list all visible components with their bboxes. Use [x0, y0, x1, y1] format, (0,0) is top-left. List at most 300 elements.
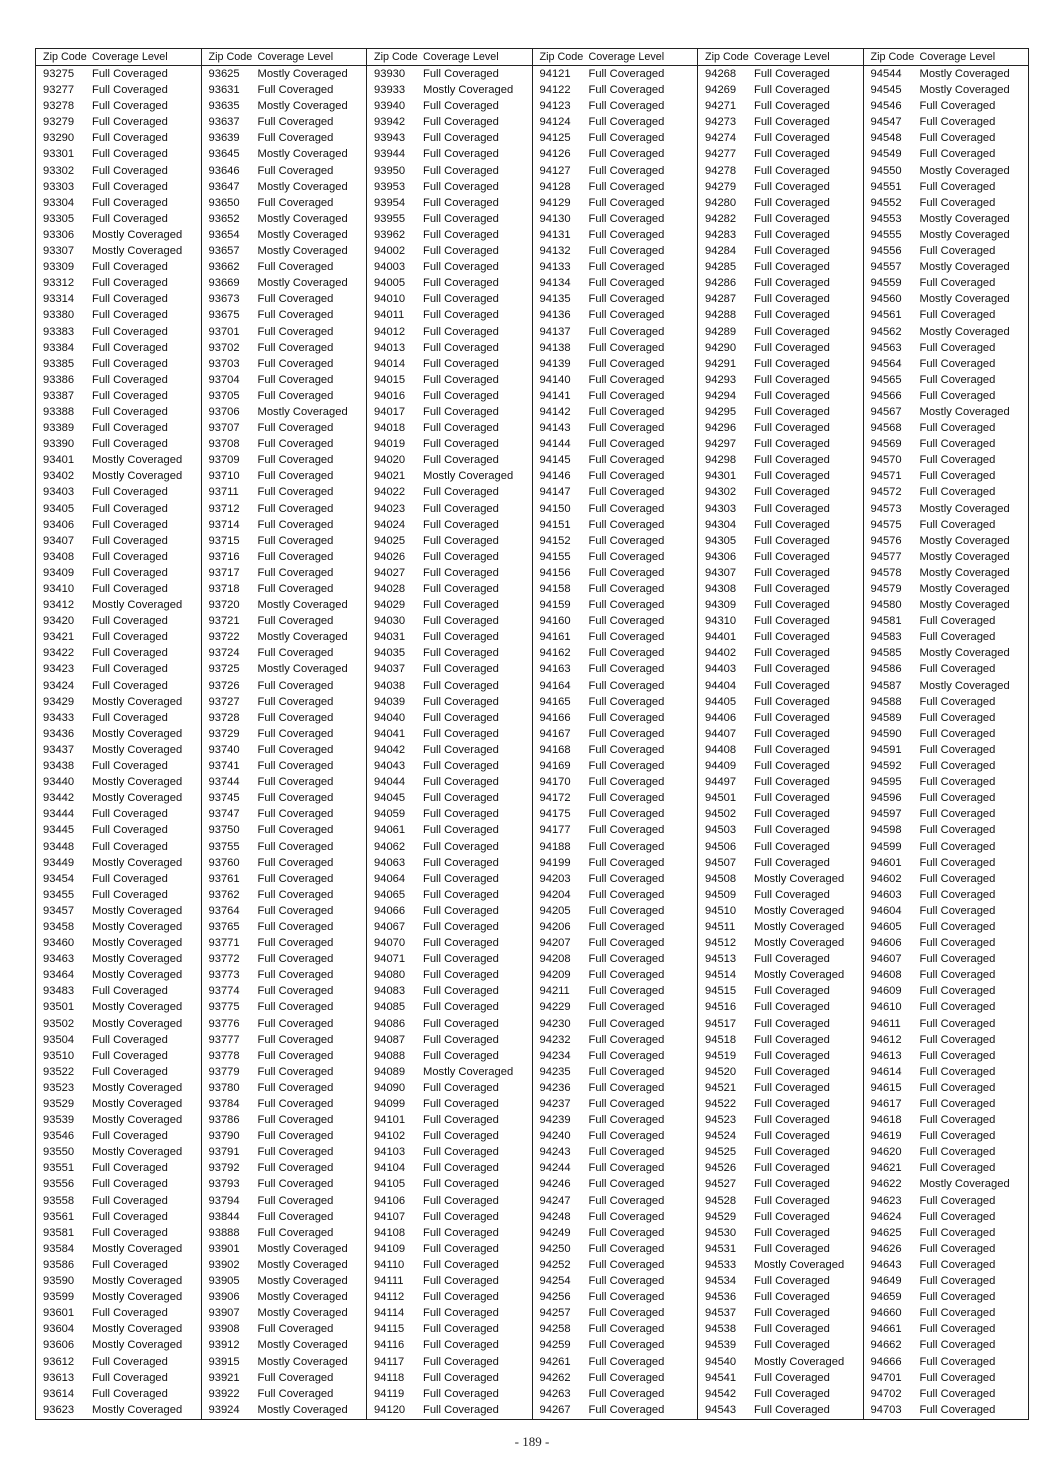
zip-code-cell: 94088: [374, 1049, 406, 1062]
zip-code-cell: 94310: [705, 615, 737, 628]
table-row: [367, 517, 532, 533]
zip-code-cell: 94118: [374, 1371, 405, 1384]
table-row: [698, 1048, 863, 1064]
table-row: [202, 661, 367, 677]
coverage-level-cell: Full Coveraged: [754, 615, 830, 628]
zip-code-cell: 94602: [870, 872, 902, 885]
zip-code-cell: 94285: [705, 261, 737, 274]
table-row: [202, 404, 367, 420]
coverage-level-cell: Full Coveraged: [754, 1001, 830, 1014]
table-row: [202, 1064, 367, 1080]
zip-code-cell: 93385: [43, 357, 75, 370]
table-row: [698, 1096, 863, 1112]
coverage-level-cell: Full Coveraged: [423, 1323, 499, 1336]
table-row: [533, 1160, 698, 1176]
coverage-level-cell: Full Coveraged: [588, 502, 665, 515]
table-row: [533, 839, 698, 855]
zip-code-cell: 94002: [374, 245, 406, 258]
zip-code-cell: 94104: [374, 1162, 406, 1175]
table-row: [202, 1209, 367, 1225]
zip-code-cell: 94018: [374, 422, 406, 435]
table-row: [367, 82, 532, 98]
zip-code-cell: 94522: [705, 1098, 737, 1110]
coverage-level-cell: Full Coveraged: [257, 196, 334, 209]
coverage-level-cell: Full Coveraged: [423, 422, 499, 435]
coverage-level-cell: Full Coveraged: [754, 261, 830, 274]
coverage-level-cell: Full Coveraged: [919, 1049, 996, 1062]
coverage-level-cell: Full Coveraged: [919, 1307, 996, 1320]
zip-code-cell: 94406: [705, 711, 737, 724]
table-row: [533, 82, 698, 98]
table-row: [533, 114, 698, 130]
table-row: [698, 967, 863, 983]
coverage-level-cell: Full Coveraged: [754, 1307, 830, 1320]
coverage-level-cell: Full Coveraged: [754, 566, 830, 579]
table-row: [367, 790, 532, 806]
zip-code-cell: 94599: [870, 840, 902, 853]
zip-code-cell: 93704: [208, 373, 240, 386]
zip-code-cell: 94542: [705, 1387, 737, 1400]
zip-code-cell: 94016: [374, 389, 406, 402]
zip-code-cell: 94497: [705, 776, 737, 789]
coverage-level-cell: Full Coveraged: [423, 1130, 499, 1143]
zip-code-cell: 94211: [539, 985, 570, 998]
zip-code-cell: 93901: [208, 1242, 240, 1255]
zip-code-cell: 93709: [208, 454, 240, 467]
coverage-level-cell: Full Coveraged: [919, 180, 996, 193]
zip-code-cell: 94303: [705, 502, 737, 515]
coverage-level-cell: Full Coveraged: [92, 389, 168, 402]
table-row: [202, 613, 367, 629]
table-row: [367, 581, 532, 597]
zip-code-cell: 93646: [208, 164, 240, 177]
coverage-level-cell: Mostly Coveraged: [919, 502, 1010, 515]
coverage-level-cell: Full Coveraged: [919, 711, 996, 724]
coverage-level-cell: Full Coveraged: [257, 647, 334, 660]
table-row: [698, 114, 863, 130]
table-row: [202, 307, 367, 323]
zip-code-cell: 93924: [208, 1403, 240, 1416]
coverage-level-cell: Full Coveraged: [92, 647, 168, 660]
zip-code-cell: 94618: [870, 1114, 902, 1127]
coverage-level-header: Coverage Level: [919, 51, 996, 63]
coverage-level-cell: Full Coveraged: [257, 261, 334, 274]
coverage-level-cell: Mostly Coveraged: [919, 261, 1010, 274]
table-row: [202, 420, 367, 436]
zip-code-cell: 93902: [208, 1258, 240, 1271]
coverage-level-cell: Mostly Coveraged: [754, 904, 845, 917]
table-row: [367, 1144, 532, 1160]
coverage-level-cell: Full Coveraged: [257, 1130, 334, 1143]
zip-code-cell: 93464: [43, 969, 75, 982]
zip-code-header: Zip Code: [43, 51, 87, 63]
table-row: [367, 163, 532, 179]
zip-code-cell: 94083: [374, 985, 406, 998]
zip-code-cell: 93551: [43, 1162, 75, 1175]
table-row: [698, 98, 863, 114]
coverage-level-cell: Full Coveraged: [754, 470, 830, 483]
table-row: [698, 1128, 863, 1144]
coverage-level-cell: Full Coveraged: [257, 776, 334, 789]
table-row: [36, 324, 201, 340]
coverage-level-cell: Full Coveraged: [919, 856, 996, 869]
zip-code-cell: 94125: [539, 132, 571, 145]
table-column-group: [698, 49, 864, 1419]
table-row: [864, 291, 1029, 307]
table-row: [36, 581, 201, 597]
table-row: [367, 1048, 532, 1064]
table-row: [698, 999, 863, 1015]
table-row: [533, 179, 698, 195]
zip-code-cell: 94298: [705, 454, 737, 467]
coverage-level-cell: Full Coveraged: [257, 1178, 334, 1191]
coverage-level-cell: Full Coveraged: [919, 1226, 996, 1239]
coverage-level-cell: Full Coveraged: [92, 196, 168, 209]
zip-code-cell: 94039: [374, 695, 406, 708]
coverage-level-cell: Full Coveraged: [919, 309, 996, 322]
table-column-group: [864, 49, 1029, 1419]
coverage-level-cell: Full Coveraged: [257, 470, 334, 483]
zip-code-cell: 93303: [43, 180, 75, 193]
table-row: [36, 1386, 201, 1402]
zip-code-cell: 94135: [539, 293, 571, 306]
zip-code-cell: 94267: [539, 1403, 571, 1416]
table-row: [864, 533, 1029, 549]
zip-code-cell: 94136: [539, 309, 571, 322]
table-row: [698, 629, 863, 645]
coverage-level-cell: Full Coveraged: [754, 1339, 830, 1352]
zip-code-cell: 94120: [374, 1403, 406, 1416]
zip-code-cell: 94038: [374, 679, 406, 692]
zip-code-cell: 93455: [43, 888, 75, 901]
coverage-level-cell: Full Coveraged: [423, 116, 499, 129]
table-row: [202, 1080, 367, 1096]
coverage-level-cell: Full Coveraged: [257, 566, 334, 579]
coverage-level-cell: Mostly Coveraged: [257, 148, 348, 161]
table-row: [367, 259, 532, 275]
table-row: [367, 1032, 532, 1048]
zip-code-cell: 94175: [539, 808, 571, 821]
coverage-level-cell: Full Coveraged: [754, 1065, 830, 1078]
zip-code-cell: 94562: [870, 325, 902, 338]
coverage-level-cell: Full Coveraged: [754, 1275, 830, 1288]
zip-code-cell: 94649: [870, 1275, 902, 1288]
coverage-level-cell: Mostly Coveraged: [92, 599, 183, 612]
table-row: [36, 887, 201, 903]
table-row: [533, 742, 698, 758]
table-row: [533, 1225, 698, 1241]
zip-code-cell: 94578: [870, 566, 902, 579]
zip-code-cell: 93307: [43, 245, 75, 258]
coverage-level-cell: Full Coveraged: [754, 1242, 830, 1255]
table-row: [36, 694, 201, 710]
zip-code-cell: 94138: [539, 341, 571, 354]
table-row: [36, 1209, 201, 1225]
coverage-level-cell: Mostly Coveraged: [257, 228, 348, 241]
zip-code-cell: 93906: [208, 1291, 240, 1304]
zip-code-cell: 93522: [43, 1065, 75, 1078]
table-row: [698, 822, 863, 838]
coverage-level-cell: Full Coveraged: [588, 196, 665, 209]
table-row: [864, 66, 1029, 82]
coverage-level-cell: Full Coveraged: [919, 727, 996, 740]
table-row: [698, 726, 863, 742]
table-row: [202, 822, 367, 838]
coverage-level-cell: Full Coveraged: [588, 1307, 665, 1320]
table-row: [36, 999, 201, 1015]
table-row: [36, 1321, 201, 1337]
table-row: [36, 774, 201, 790]
zip-code-cell: 93712: [208, 502, 240, 515]
zip-code-cell: 94521: [705, 1081, 737, 1094]
table-row: [367, 227, 532, 243]
coverage-level-cell: Full Coveraged: [919, 116, 996, 129]
table-row: [698, 565, 863, 581]
zip-code-cell: 94063: [374, 856, 406, 869]
zip-code-cell: 94256: [539, 1291, 571, 1304]
coverage-level-cell: Mostly Coveraged: [919, 1178, 1010, 1191]
zip-code-cell: 93290: [43, 132, 75, 145]
zip-code-cell: 94514: [705, 969, 737, 982]
table-row: [36, 983, 201, 999]
coverage-level-cell: Full Coveraged: [919, 1001, 996, 1014]
table-row: [36, 967, 201, 983]
zip-code-cell: 93722: [208, 631, 240, 644]
coverage-level-cell: Full Coveraged: [257, 1387, 334, 1400]
table-row: [864, 726, 1029, 742]
table-row: [533, 1386, 698, 1402]
table-row: [36, 855, 201, 871]
zip-code-cell: 94407: [705, 727, 737, 740]
zip-code-cell: 94170: [539, 776, 571, 789]
coverage-level-cell: Mostly Coveraged: [92, 776, 183, 789]
zip-code-cell: 94246: [539, 1178, 571, 1191]
coverage-level-cell: Full Coveraged: [588, 727, 665, 740]
table-row: [698, 533, 863, 549]
table-column-group: [533, 49, 699, 1419]
zip-code-cell: 93720: [208, 599, 240, 612]
zip-code-cell: 94409: [705, 760, 737, 773]
table-row: [533, 678, 698, 694]
coverage-level-cell: Full Coveraged: [423, 888, 499, 901]
table-row: [202, 774, 367, 790]
coverage-level-cell: Full Coveraged: [919, 776, 996, 789]
zip-code-cell: 94013: [374, 341, 406, 354]
table-row: [698, 436, 863, 452]
coverage-level-cell: Full Coveraged: [423, 148, 499, 161]
zip-code-cell: 93312: [43, 277, 75, 290]
coverage-level-cell: Full Coveraged: [588, 518, 665, 531]
table-row: [533, 951, 698, 967]
coverage-level-cell: Full Coveraged: [919, 1323, 996, 1336]
table-row: [367, 243, 532, 259]
zip-code-cell: 93718: [208, 583, 240, 595]
table-row: [367, 1370, 532, 1386]
zip-code-cell: 94247: [539, 1194, 571, 1207]
table-row: [533, 388, 698, 404]
coverage-level-cell: Mostly Coveraged: [92, 1081, 183, 1094]
table-row: [367, 983, 532, 999]
zip-code-cell: 94061: [374, 824, 406, 837]
coverage-level-cell: Mostly Coveraged: [919, 599, 1010, 612]
coverage-level-cell: Full Coveraged: [588, 599, 665, 612]
table-row: [36, 742, 201, 758]
zip-code-cell: 94506: [705, 840, 737, 853]
zip-code-cell: 94307: [705, 566, 737, 579]
coverage-level-cell: Full Coveraged: [257, 389, 334, 402]
table-row: [698, 1112, 863, 1128]
table-row: [698, 1160, 863, 1176]
table-row: [36, 372, 201, 388]
table-row: [367, 484, 532, 500]
zip-code-cell: 93744: [208, 776, 240, 789]
table-row: [36, 1176, 201, 1192]
table-row: [202, 935, 367, 951]
coverage-level-cell: Mostly Coveraged: [92, 920, 183, 933]
coverage-level-cell: Full Coveraged: [754, 679, 830, 692]
coverage-level-cell: Full Coveraged: [423, 1355, 499, 1368]
coverage-level-cell: Full Coveraged: [423, 389, 499, 402]
table-row: [864, 758, 1029, 774]
table-row: [202, 855, 367, 871]
table-row: [367, 291, 532, 307]
table-row: [367, 146, 532, 162]
zip-code-cell: 93728: [208, 711, 240, 724]
table-row: [533, 468, 698, 484]
table-row: [36, 1354, 201, 1370]
coverage-level-cell: Full Coveraged: [919, 824, 996, 837]
table-row: [202, 388, 367, 404]
coverage-level-cell: Mostly Coveraged: [92, 937, 183, 950]
coverage-level-cell: Full Coveraged: [423, 1017, 499, 1030]
coverage-level-cell: Full Coveraged: [919, 1146, 996, 1159]
zip-code-cell: 94090: [374, 1081, 406, 1094]
table-row: [698, 452, 863, 468]
table-row: [533, 1112, 698, 1128]
zip-code-cell: 94284: [705, 245, 737, 258]
table-row: [533, 420, 698, 436]
zip-code-cell: 94527: [705, 1178, 737, 1191]
zip-code-cell: 94598: [870, 824, 902, 837]
zip-code-cell: 94530: [705, 1226, 737, 1239]
table-row: [36, 420, 201, 436]
coverage-level-cell: Full Coveraged: [919, 808, 996, 821]
table-row: [864, 307, 1029, 323]
coverage-level-cell: Full Coveraged: [257, 357, 334, 370]
table-row: [367, 1080, 532, 1096]
zip-code-cell: 93740: [208, 743, 240, 756]
zip-code-cell: 94044: [374, 776, 406, 789]
table-row: [36, 452, 201, 468]
table-row: [698, 468, 863, 484]
table-row: [864, 887, 1029, 903]
coverage-level-cell: Full Coveraged: [92, 148, 168, 161]
coverage-level-cell: Full Coveraged: [423, 904, 499, 917]
zip-code-cell: 94512: [705, 937, 737, 950]
table-row: [202, 1112, 367, 1128]
table-row: [202, 372, 367, 388]
zip-code-cell: 93710: [208, 470, 240, 483]
table-row: [36, 227, 201, 243]
table-row: [202, 597, 367, 613]
zip-code-cell: 94403: [705, 663, 737, 676]
table-row: [36, 436, 201, 452]
coverage-level-cell: Full Coveraged: [92, 583, 168, 595]
table-row: [533, 1273, 698, 1289]
table-row: [367, 629, 532, 645]
zip-code-cell: 93448: [43, 840, 75, 853]
table-row: [36, 1128, 201, 1144]
table-row: [864, 613, 1029, 629]
zip-code-cell: 93407: [43, 534, 75, 547]
zip-code-cell: 93444: [43, 808, 75, 821]
zip-code-cell: 93711: [208, 486, 239, 499]
zip-code-cell: 94203: [539, 872, 571, 885]
zip-code-cell: 93779: [208, 1065, 240, 1078]
zip-code-cell: 94143: [539, 422, 571, 435]
coverage-level-cell: Full Coveraged: [423, 373, 499, 386]
coverage-level-cell: Full Coveraged: [588, 309, 665, 322]
table-row: [367, 340, 532, 356]
zip-code-cell: 93454: [43, 872, 75, 885]
zip-code-cell: 93623: [43, 1403, 75, 1416]
coverage-level-cell: Full Coveraged: [919, 1017, 996, 1030]
zip-code-cell: 93406: [43, 518, 75, 531]
zip-code-cell: 94293: [705, 373, 737, 386]
zip-code-cell: 94111: [374, 1275, 404, 1288]
table-row: [202, 645, 367, 661]
zip-code-cell: 94166: [539, 711, 571, 724]
zip-code-cell: 94549: [870, 148, 902, 161]
table-row: [367, 501, 532, 517]
coverage-level-cell: Full Coveraged: [257, 824, 334, 837]
table-row: [367, 999, 532, 1015]
table-row: [367, 1273, 532, 1289]
coverage-level-cell: Full Coveraged: [257, 1371, 334, 1384]
zip-code-cell: 94615: [870, 1081, 902, 1094]
table-row: [202, 1386, 367, 1402]
zip-code-cell: 94538: [705, 1323, 737, 1336]
zip-code-cell: 93647: [208, 180, 240, 193]
zip-code-cell: 94134: [539, 277, 571, 290]
table-row: [36, 195, 201, 211]
coverage-level-cell: Mostly Coveraged: [257, 599, 348, 612]
zip-code-cell: 94621: [870, 1162, 902, 1175]
table-row: [533, 227, 698, 243]
zip-code-cell: 94306: [705, 550, 737, 563]
coverage-level-cell: Full Coveraged: [588, 856, 665, 869]
table-row: [202, 195, 367, 211]
table-row: [533, 533, 698, 549]
table-row: [202, 275, 367, 291]
zip-code-cell: 93962: [374, 228, 406, 241]
table-row: [533, 1193, 698, 1209]
table-row: [36, 1144, 201, 1160]
zip-code-cell: 94248: [539, 1210, 571, 1223]
coverage-level-cell: Full Coveraged: [919, 438, 996, 451]
zip-code-cell: 94588: [870, 695, 902, 708]
zip-code-cell: 93302: [43, 164, 75, 177]
table-row: [864, 1128, 1029, 1144]
coverage-level-cell: Full Coveraged: [423, 969, 499, 982]
coverage-level-header: Coverage Level: [257, 51, 334, 63]
zip-code-cell: 93721: [208, 615, 240, 628]
table-row: [864, 919, 1029, 935]
zip-code-cell: 94601: [870, 856, 902, 869]
table-row: [698, 903, 863, 919]
table-row: [367, 1160, 532, 1176]
zip-code-cell: 94129: [539, 196, 571, 209]
